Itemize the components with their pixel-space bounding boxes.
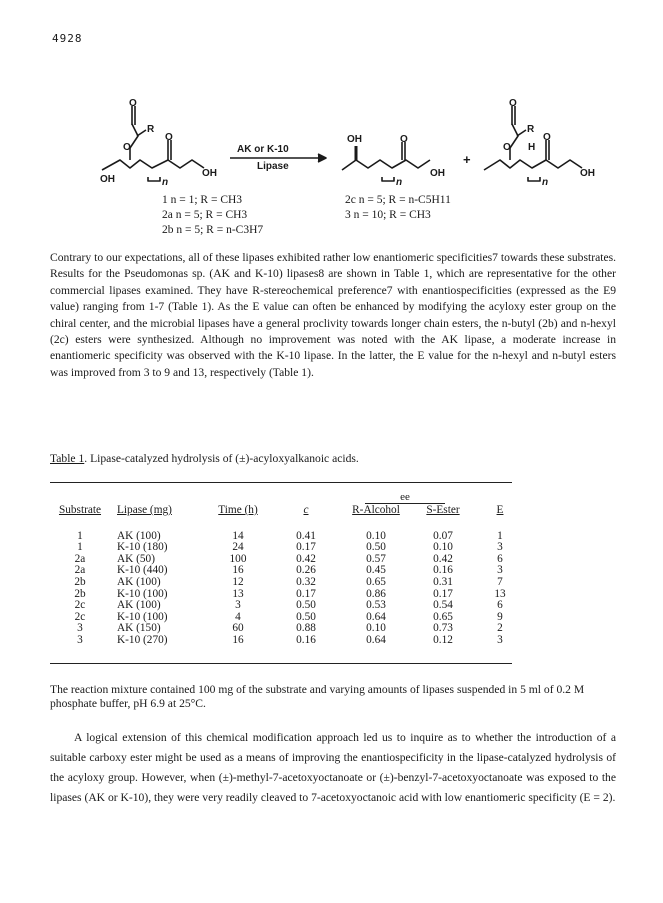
table-cell: 0.07 [433,529,453,542]
table-cell: AK (100) [117,529,161,542]
table-cell: 24 [232,541,244,554]
column-header: Time (h) [218,504,258,516]
table-cell: 1 [77,529,83,542]
table-cell: 0.12 [433,633,453,646]
table-cell: 14 [232,529,244,542]
table-cell: 7 [497,575,503,588]
ee-group-header: ee [400,491,410,503]
atom-label-n: n [542,177,549,188]
column-header: Lipase (mg) [117,504,172,516]
table-cell: 2b [74,575,86,588]
table-cell: 0.64 [366,610,386,623]
table-cell: 0.10 [366,622,386,635]
table-cell: 9 [497,610,503,623]
table-cell: 0.54 [433,599,453,612]
table-cell: 3 [497,564,503,577]
atom-label-oh: OH [580,168,595,179]
table-cell: 1 [77,541,83,554]
table-cell: 0.16 [296,633,316,646]
table-cell: 0.53 [366,599,386,612]
table-cell: 0.88 [296,622,316,635]
table-cell: 0.50 [296,610,316,623]
atom-label-n: n [162,177,169,188]
atom-label-o: O [509,98,517,109]
table-cell: 2c [74,610,86,623]
table-cell: K-10 (100) [117,610,168,623]
atom-label-oh: OH [202,168,217,179]
table-cell: 100 [229,552,247,565]
table-cell: 0.86 [366,587,386,600]
atom-label-oh: OH [347,134,362,145]
table-cell: 0.31 [433,575,453,588]
table-cell: 0.32 [296,575,316,588]
table-cell: 13 [494,587,506,600]
alcohol-product-structure [342,142,430,181]
column-header: S-Ester [426,504,460,516]
atom-label-r: R [527,124,535,135]
table-cell: 3 [77,622,83,635]
table-cell: AK (100) [117,575,161,588]
atom-label-o: O [543,132,551,143]
table-top-rule [50,482,512,483]
table-row [50,600,527,612]
table-cell: 6 [497,599,503,612]
table-cell: 2c [74,599,86,612]
table-cell: 0.65 [433,610,453,623]
table-cell: 16 [232,564,244,577]
atom-label-o: O [129,98,137,109]
reaction-scheme [80,98,600,208]
table-cell: 0.64 [366,633,386,646]
table-cell: 2a [74,552,86,565]
column-header: E [496,504,504,516]
table-cell: AK (150) [117,622,161,635]
table-cell: 6 [497,552,503,565]
table-cell: AK (100) [117,599,161,612]
table-cell: 3 [235,599,241,612]
reagent-label-lipase: Lipase [257,161,289,172]
table-cell: 3 [497,541,503,554]
table-cell: K-10 (440) [117,564,168,577]
table-cell: 0.65 [366,575,386,588]
table-cell: 0.42 [433,552,453,565]
column-header: R-Alcohol [352,504,400,516]
table-cell: 2b [74,587,86,600]
table-cell: 16 [232,633,244,646]
table-cell: 3 [497,633,503,646]
table-cell: 0.57 [366,552,386,565]
compound-definitions-right [345,193,451,223]
table-cell: 2a [74,564,86,577]
atom-label-r: R [147,124,155,135]
column-header: c [303,504,309,516]
table-bottom-rule [50,663,512,664]
table-cell: K-10 (180) [117,541,168,554]
page-number: 4928 [52,32,83,45]
table-cell: 0.50 [366,541,386,554]
table-header-row [50,505,527,531]
table-caption-label: Table 1 [50,452,85,465]
table-cell: 13 [232,587,244,600]
compound-2a: 2a n = 5; R = CH3 [162,209,248,221]
table-cell: 0.26 [296,564,316,577]
plus-sign: + [463,152,471,167]
compound-2b: 2b n = 5; R = n-C3H7 [162,224,264,236]
compound-3: 3 n = 10; R = CH3 [345,209,431,221]
table-cell: 60 [232,622,244,635]
results-table [50,505,527,647]
table-caption [50,452,359,465]
table-cell: 0.73 [433,622,453,635]
table-cell: 1 [497,529,503,542]
table-cell: AK (50) [117,552,155,565]
table-cell: 2 [497,622,503,635]
reagent-label: AK or K-10 [237,144,289,155]
table-cell: 0.17 [296,587,316,600]
table-caption-text: . Lipase-catalyzed hydrolysis of (±)-acyloxyalkanoic acids. [84,452,359,465]
compound-2c: 2c n = 5; R = n-C5H11 [345,194,451,206]
compound-definitions-left [162,193,263,238]
table-cell: 0.16 [433,564,453,577]
table-cell: 0.42 [296,552,316,565]
table-row [50,635,527,647]
atom-label-oh: OH [100,174,115,185]
atom-label-o: O [503,142,511,153]
table-cell: 0.50 [296,599,316,612]
table-row [50,577,527,589]
atom-label-oh: OH [430,168,445,179]
body-paragraph-1: Contrary to our expectations, all of these lipases exhibited rather low enantiomeric specificities7 towards these substrates. Results for the Pseudomonas sp. (AK and K-10) lipases8 are shown in Table 1, which are representative for the other commercial lipases examined. They have R-stereochemical preference7 with enantiospecificities (expressed as the E9 value) ranging from 1-7 (Table 1). As the E value can often be enhanced by modifying the acyloxy ester group on the chiral center, and the microbial lipases have a general proclivity towards longer chain esters, the n-butyl (2b) and n-hexyl (2c) esters were synthesized. Although no improvement was noted with the AK lipase, a moderate increase in enantiomeric specificity was observed with the K-10 lipase. In the latter, the E value for the n-hexyl and n-butyl esters was improved from 3 to 9 and 13, respectively (Table 1). [50,251,616,379]
table-footnote: The reaction mixture contained 100 mg of the substrate and varying amounts of lipases suspended in 5 ml of 0.2 M phosphate buffer, pH 6.9 at 25°C. [50,683,585,710]
table-cell: K-10 (100) [117,587,168,600]
table-cell: 4 [235,610,241,623]
reaction-scheme-drawing [80,98,600,208]
table-cell: 0.41 [296,529,316,542]
atom-label-o: O [123,142,131,153]
table-cell: 0.45 [366,564,386,577]
table-cell: 0.10 [366,529,386,542]
atom-label-o: O [400,134,408,145]
table-cell: 0.17 [296,541,316,554]
table-cell: 0.17 [433,587,453,600]
atom-label-n: n [396,177,403,188]
column-header: Substrate [58,504,102,516]
substrate-structure [102,106,204,181]
table-cell: 3 [77,633,83,646]
compound-1: 1 n = 1; R = CH3 [162,194,243,206]
table-cell: 12 [232,575,244,588]
table-cell: K-10 (270) [117,633,168,646]
atom-label-h: H [528,142,536,153]
table-cell: 0.10 [433,541,453,554]
body-paragraph-2: A logical extension of this chemical modification approach led us to inquire as to whether the introduction of a suitable carboxy ester might be used as a means of improving the enantiospecificity in the lipase-catalyzed hydrolysis of the acyloxy group. However, when (±)-methyl-7-acetoxyoctanoate or (±)-benzyl-7-acetoxyoctanoate was exposed to the lipases (AK or K-10), they were very readily cleaved to 7-acetoxyoctanoic acid with low enantiomeric specificity (E = 2). [50,731,616,804]
atom-label-o: O [165,132,173,143]
